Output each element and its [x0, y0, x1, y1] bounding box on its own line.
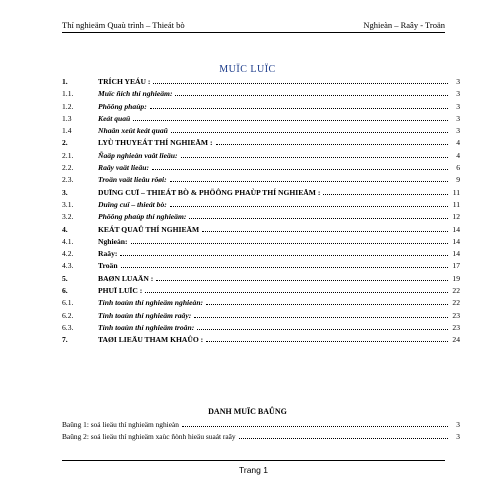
- toc-entry-number: 4.2.: [62, 249, 74, 259]
- dot-leader: [153, 83, 448, 84]
- toc-entry[interactable]: [62, 322, 460, 334]
- toc-entry-page: 3: [456, 126, 460, 136]
- toc-entry-title: Tính toaùn thí nghieäm raây:: [98, 310, 192, 320]
- dot-leader: [121, 267, 448, 268]
- dot-leader: [120, 255, 448, 256]
- page-header: [62, 14, 445, 33]
- toc-entry-number: 3.2.: [62, 212, 74, 222]
- toc-entry-number: 6.1.: [62, 298, 74, 308]
- toc-entry-title: Muïc ñích thí nghieäm:: [98, 89, 173, 99]
- toc-entry-page: 23: [452, 322, 460, 332]
- toc-entry-page: 14: [452, 224, 460, 234]
- toc-entry-number: 4.1.: [62, 236, 74, 246]
- toc-entry-number: 1.3: [62, 113, 72, 123]
- dot-leader: [156, 280, 448, 281]
- toc-entry[interactable]: [62, 431, 460, 443]
- dot-leader: [145, 292, 448, 293]
- toc-entry-number: 2.3.: [62, 175, 74, 185]
- toc-entry-page: 24: [452, 335, 460, 345]
- toc-entry-title: Baûng 1: soá lieäu thí nghieäm nghieàn: [62, 420, 179, 429]
- dot-leader: [152, 169, 448, 170]
- toc-entry-title: Raây:: [98, 249, 118, 259]
- toc-entry-page: 3: [456, 113, 460, 123]
- toc-entry-page: 14: [452, 249, 460, 259]
- toc-entry-number: 3.: [62, 187, 68, 197]
- dot-leader: [175, 95, 448, 96]
- toc-entry-title: Nghieàn:: [98, 236, 128, 246]
- toc-entry[interactable]: [62, 236, 460, 248]
- toc-entry-title: TRÍCH YEÁU :: [98, 77, 151, 86]
- toc-entry-number: 1.1.: [62, 89, 74, 99]
- toc-entry[interactable]: [62, 125, 460, 137]
- toc-title: MUÏC LUÏC: [219, 64, 276, 75]
- dot-leader: [170, 206, 448, 207]
- toc-entry-title: BAØN LUAÄN :: [98, 273, 154, 283]
- toc-entry-number: 7.: [62, 335, 68, 345]
- toc-entry-title: Duïng cuï – thieát bò:: [98, 199, 167, 209]
- toc-entry[interactable]: [62, 88, 460, 100]
- dot-leader: [194, 317, 448, 318]
- toc-entry[interactable]: [62, 211, 460, 223]
- toc-entry[interactable]: [62, 101, 460, 113]
- toc-entry-page: 9: [456, 175, 460, 185]
- toc-entry-page: 14: [452, 236, 460, 246]
- toc-entry-title: KEÁT QUAÛ THÍ NGHIEÄM: [98, 224, 200, 234]
- toc-entry[interactable]: [62, 76, 460, 88]
- toc-entry-title: DUÏNG CUÏ – THIEÁT BÒ & PHÖÔNG PHAÙP THÍ NGHIEÄM :: [98, 187, 321, 197]
- toc-entry-title: Baûng 2: soá lieäu thí nghieäm xaùc ñònh hieäu suaát raây: [62, 432, 236, 442]
- toc-entry-title: Ñaäp nghieàn vaät lieäu:: [98, 150, 178, 160]
- toc-entry[interactable]: [62, 187, 460, 199]
- toc-entry-page: 3: [456, 77, 460, 86]
- toc-entry-title: Troän vaät lieäu rôøi:: [98, 175, 167, 185]
- toc-entry-page: 22: [452, 286, 460, 296]
- toc-entry-title: Phöông phaùp:: [98, 101, 147, 111]
- toc-entry-page: 22: [452, 298, 460, 308]
- dot-leader: [170, 181, 448, 182]
- toc-entry[interactable]: [62, 174, 460, 186]
- toc-entry-page: 23: [452, 310, 460, 320]
- toc-entry-number: 6.3.: [62, 322, 74, 332]
- toc-entry[interactable]: [62, 297, 460, 309]
- toc-entry-title: Tính toaùn thí nghieäm nghieàn:: [98, 298, 204, 308]
- toc-entry-page: 17: [452, 261, 460, 271]
- toc-entry[interactable]: [62, 137, 460, 149]
- toc-entry-title: Phöông phaùp thí nghieäm:: [98, 212, 187, 222]
- dot-leader: [182, 426, 448, 427]
- toc-entry-title: Keát quaû: [98, 113, 131, 123]
- toc-entry[interactable]: [62, 224, 460, 236]
- toc-entry-page: 4: [456, 138, 460, 148]
- page-footer: Trang 1: [62, 460, 445, 475]
- toc-entry[interactable]: [62, 310, 460, 322]
- toc-entry-number: 5.: [62, 273, 68, 283]
- toc-entry-number: 1.: [62, 77, 68, 86]
- dot-leader: [206, 304, 448, 305]
- toc-entry[interactable]: [62, 248, 460, 260]
- toc-entry-page: 12: [452, 212, 460, 222]
- toc-entry-title: Tính toaùn thí nghieäm troän:: [98, 322, 195, 332]
- dot-leader: [202, 231, 448, 232]
- toc-entry[interactable]: [62, 113, 460, 125]
- toc-entry-title: PHUÏ LUÏC :: [98, 286, 143, 296]
- dot-leader: [150, 108, 448, 109]
- toc-entry-number: 1.4: [62, 126, 72, 136]
- toc-entry-number: 6.2.: [62, 310, 74, 320]
- toc-entry-page: 3: [456, 420, 460, 429]
- toc-entry-title: TAØI LIEÄU THAM KHAÛO :: [98, 335, 204, 345]
- toc-entry-number: 6.: [62, 286, 68, 296]
- dot-leader: [197, 329, 448, 330]
- dot-leader: [131, 243, 448, 244]
- toc-entry[interactable]: [62, 162, 460, 174]
- header-right: Nghieàn – Raây - Troän: [363, 20, 445, 30]
- toc-entry[interactable]: [62, 199, 460, 211]
- dot-leader: [239, 438, 448, 439]
- dot-leader: [323, 194, 448, 195]
- dot-leader: [206, 341, 448, 342]
- toc-entry-number: 4.3.: [62, 261, 74, 271]
- tables-title: DANH MUÏC BAÛNG: [208, 407, 287, 416]
- toc-entry-title: LYÙ THUYEÁT THÍ NGHIEÄM :: [98, 138, 213, 148]
- toc-entry-page: 6: [456, 163, 460, 173]
- toc-entry-page: 19: [452, 273, 460, 283]
- toc-entry-page: 4: [456, 150, 460, 160]
- toc-entry[interactable]: [62, 334, 460, 346]
- toc-entry-number: 2.2.: [62, 163, 74, 173]
- toc-entry-title: Troän: [98, 261, 118, 271]
- toc-entry-title: Raây vaät lieäu:: [98, 163, 150, 173]
- toc-entry-number: 1.2.: [62, 101, 74, 111]
- toc-entry-number: 2.1.: [62, 150, 74, 160]
- dot-leader: [216, 144, 449, 145]
- toc-entry-page: 3: [456, 432, 460, 442]
- toc-entry-number: 3.1.: [62, 199, 74, 209]
- dot-leader: [133, 120, 448, 121]
- table-of-contents: [62, 76, 460, 347]
- toc-entry[interactable]: [62, 150, 460, 162]
- toc-entry-page: 11: [452, 187, 460, 197]
- toc-entry-page: 3: [456, 89, 460, 99]
- toc-entry-title: Nhaän xeùt keát quaû: [98, 126, 168, 136]
- dot-leader: [171, 132, 448, 133]
- header-left: Thí nghieäm Quaù trình – Thieát bò: [62, 20, 185, 30]
- dot-leader: [181, 157, 448, 158]
- toc-entry[interactable]: [62, 285, 460, 297]
- toc-entry-page: 11: [452, 199, 460, 209]
- toc-entry[interactable]: [62, 419, 460, 431]
- toc-entry[interactable]: [62, 260, 460, 272]
- toc-entry-number: 4.: [62, 224, 68, 234]
- list-of-tables: [62, 419, 460, 444]
- toc-entry[interactable]: [62, 273, 460, 285]
- toc-entry-page: 3: [456, 101, 460, 111]
- toc-entry-number: 2.: [62, 138, 68, 148]
- dot-leader: [189, 218, 448, 219]
